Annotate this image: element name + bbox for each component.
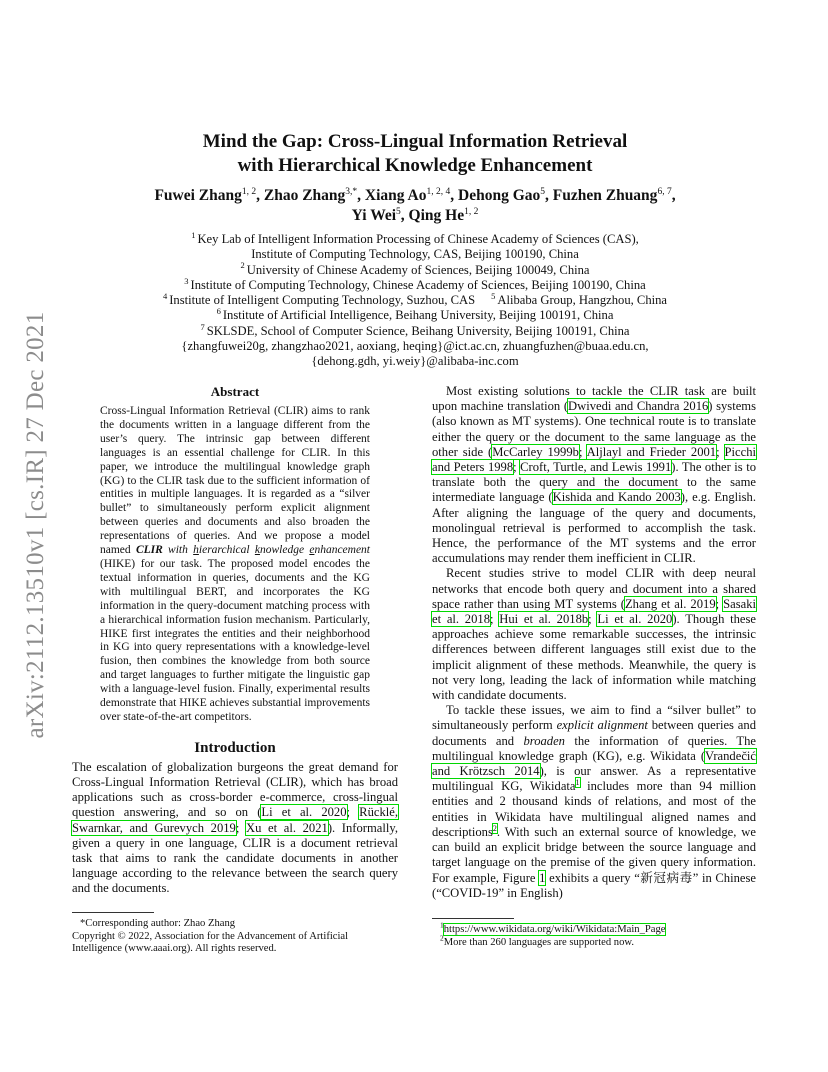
figure-ref-link[interactable]: 1 bbox=[539, 870, 546, 885]
affiliation-1 bbox=[100, 229, 730, 247]
introduction-heading: Introduction bbox=[194, 739, 276, 756]
author-separator: , bbox=[671, 187, 676, 204]
author-affiliation-mark: 5 bbox=[396, 206, 401, 217]
affiliation-2 bbox=[100, 260, 730, 278]
affiliation-number: 1 bbox=[191, 229, 196, 240]
affiliation-3 bbox=[100, 275, 730, 293]
citation-separator: ; bbox=[346, 805, 360, 820]
affiliation-number: 7 bbox=[200, 321, 205, 332]
model-name-letter: k bbox=[254, 544, 260, 557]
abstract-body bbox=[100, 405, 370, 725]
footnote-ref-link[interactable]: 2 bbox=[492, 823, 497, 833]
affiliation-list bbox=[100, 229, 730, 370]
left-footnotes bbox=[72, 908, 398, 956]
paragraph-text: ), e.g. English. After aligning the language of the query and documents, monolingual retrieval is performed to accomplish the task. Hence, the performance of the MT systems and the error accumulations may render them inefficient in CLIR. bbox=[432, 490, 756, 566]
author-name: Zhao Zhang bbox=[263, 187, 346, 204]
affiliation-text: Institute of Computing Technology, CAS, Beijing 100190, China bbox=[251, 247, 579, 262]
footnote-number: 1 bbox=[440, 920, 444, 930]
affiliation-number: 4 bbox=[162, 291, 168, 301]
author-separator: , bbox=[545, 187, 553, 204]
author-separator: , bbox=[256, 187, 264, 204]
citation-separator: ; bbox=[715, 596, 724, 611]
author-affiliation-mark: 1, 2 bbox=[241, 186, 257, 197]
affiliation-text: Institute of Computing Technology, Chinese Academy of Sciences, Beijing 100190, China bbox=[190, 277, 646, 292]
affiliation-4-5 bbox=[100, 293, 730, 308]
author-separator: , bbox=[357, 187, 365, 204]
email-line-1: {zhangfuwei20g, zhangzhao2021, aoxiang, heqing}@ict.ac.cn, zhuangfuzhen@buaa.edu.cn, bbox=[181, 339, 649, 354]
citation-link[interactable]: Li et al. 2020 bbox=[597, 612, 673, 627]
arxiv-id: arXiv:2112.13510v1 [cs.IR] 27 Dec 2021 bbox=[22, 311, 49, 739]
paragraph-text: ) systems (also known as MT systems). One technical route is to translate either the query or the document to the same language as the other side ( bbox=[432, 399, 756, 459]
author-name: Xiang Ao bbox=[364, 187, 427, 204]
paragraph-text: To tackle these issues, we aim to find a “silver bullet” to simultaneously perform bbox=[432, 703, 756, 733]
affiliation-number: 3 bbox=[184, 275, 189, 286]
affiliation-1-cont bbox=[100, 247, 730, 262]
body-paragraph bbox=[432, 703, 756, 901]
author-separator: , bbox=[450, 187, 459, 204]
emphasis-text: broaden bbox=[523, 733, 565, 748]
citation-link[interactable]: Aljlayl and Frieder 2001 bbox=[586, 444, 717, 459]
right-footnotes bbox=[432, 914, 756, 949]
model-name-part: ierarchical bbox=[198, 544, 255, 557]
email-line-2: {dehong.gdh, yi.weiy}@alibaba-inc.com bbox=[311, 354, 519, 369]
citation-link[interactable]: Vrandečić and Krötzsch 2014 bbox=[432, 748, 756, 779]
citation-separator: ; bbox=[588, 612, 598, 627]
introduction-paragraph bbox=[72, 760, 398, 897]
affiliation-text: Alibaba Group, Hangzhou, China bbox=[497, 293, 668, 308]
citation-link[interactable]: Picchi and Peters 1998 bbox=[432, 444, 757, 475]
paper-header bbox=[100, 130, 730, 370]
author-name: Fuwei Zhang bbox=[154, 187, 242, 204]
body-paragraph bbox=[432, 566, 756, 703]
paragraph-text: Recent studies strive to model CLIR with deep neural networks that encode both query and document into a shared space rather than using MT systems ( bbox=[432, 566, 756, 611]
affiliation-number: 6 bbox=[216, 306, 221, 317]
author-affiliation-mark: 1, 2 bbox=[464, 206, 479, 217]
footnote-ref-link[interactable]: 1 bbox=[575, 778, 580, 788]
model-name-letter: h bbox=[193, 544, 199, 557]
citation-link[interactable]: Kishida and Kando 2003 bbox=[552, 490, 681, 505]
affiliation-text: SKLSDE, School of Computer Science, Beihang University, Beijing 100191, China bbox=[206, 323, 630, 338]
citation-separator: ; bbox=[578, 444, 587, 459]
affiliation-number: 2 bbox=[240, 260, 245, 271]
corresponding-author-note: *Corresponding author: Zhao Zhang bbox=[80, 918, 236, 929]
paragraph-text: . With such an external source of knowledge, we can build an explicit bridge between the source language and target language on the premise of the given query information. For example, Figure bbox=[432, 824, 756, 885]
affiliation-text: Institute of Intelligent Computing Technology, Suzhou, CAS bbox=[169, 293, 476, 308]
paragraph-text: Most existing solutions to tackle the CLIR task are built upon machine translation ( bbox=[432, 384, 756, 414]
emphasis-text: explicit alignment bbox=[556, 718, 648, 733]
citation-separator: ; bbox=[716, 444, 725, 459]
footnote-rule bbox=[72, 912, 154, 913]
paragraph-text: ). Informally, given a query in one language, CLIR is a document retrieval task that aims to rank the candidate documents in another language according to the relevance between the search query and the documents. bbox=[72, 820, 398, 896]
citation-link[interactable]: McCarley 1999b bbox=[492, 444, 579, 459]
affiliation-number: 5 bbox=[491, 291, 496, 301]
citation-link[interactable]: Xu et al. 2021 bbox=[245, 820, 328, 835]
author-name: Dehong Gao bbox=[458, 187, 541, 204]
affiliation-text: Key Lab of Intelligent Information Processing of Chinese Academy of Sciences (CAS), bbox=[197, 232, 639, 246]
author-list bbox=[100, 186, 730, 226]
footnote-1 bbox=[432, 920, 756, 937]
citation-separator: ; bbox=[490, 612, 500, 627]
body-paragraph bbox=[432, 384, 756, 566]
abstract-text: (HIKE) for our task. The proposed model encodes the textual information in queries, documents and the KG with multilingual BERT, and incorporates the KG information in the query-document matching process with a hierarchical information fusion mechanism. Particularly, HIKE first integrates the entities and their neighborhood in KG into query representations with a knowledge-level fusion, then combines the knowledge from both source and target languages to further mitigate the linguistic gap with a language-level fusion. Finally, experimental results demonstrate that HIKE achieves substantial improvements over state-of-the-art competitors. bbox=[100, 557, 370, 723]
citation-link[interactable]: Li et al. 2020 bbox=[261, 805, 347, 820]
footnote-text: More than 260 languages are supported now. bbox=[443, 936, 634, 948]
affiliation-7 bbox=[100, 321, 730, 339]
model-name-part: nhancement bbox=[314, 544, 371, 557]
paragraph-text: ), is our answer. As a representative multilingual KG, Wikidata bbox=[432, 764, 756, 794]
model-name-part: CLIR bbox=[135, 544, 163, 557]
footnote-url-link[interactable]: https://www.wikidata.org/wiki/Wikidata:Main_Page bbox=[443, 924, 666, 935]
left-column bbox=[72, 384, 398, 955]
citation-link[interactable]: Hui et al. 2018b bbox=[499, 612, 589, 627]
abstract-heading: Abstract bbox=[210, 384, 260, 399]
paragraph-text: the information of queries. The multilingual knowledge graph (KG), e.g. Wikidata ( bbox=[432, 733, 756, 763]
author-name: Fuzhen Zhuang bbox=[552, 187, 658, 204]
citation-link[interactable]: Croft, Turtle, and Lewis 1991 bbox=[520, 460, 672, 475]
author-affiliation-mark: 5 bbox=[540, 186, 546, 197]
affiliation-text: University of Chinese Academy of Sciences, Beijing 100049, China bbox=[246, 262, 590, 277]
paper-title-line-2: with Hierarchical Knowledge Enhancement bbox=[237, 155, 593, 176]
paragraph-text: exhibits a query “新冠病毒” in Chinese (“COVID-19” in English) bbox=[432, 870, 756, 900]
paragraph-text: ). Though these approaches achieve some remarkable successes, the intrinsic differences between different languages still exist due to the implicit alignment of these methods. Meanwhile, the query is not very long, leading the lack of information while matching with candidate documents. bbox=[432, 612, 757, 703]
paragraph-text: The escalation of globalization burgeons the great demand for Cross-Lingual Information Retrieval (CLIR), which has broad applications such as cross-border e-commerce, cross-lingual question answering, and so on ( bbox=[72, 759, 398, 820]
model-name-part: nowledge bbox=[259, 544, 305, 557]
author-affiliation-mark: 1, 2, 4 bbox=[426, 186, 451, 197]
citation-link[interactable]: Dwivedi and Chandra 2016 bbox=[568, 399, 709, 414]
citation-separator: ; bbox=[513, 460, 521, 475]
footnote-2 bbox=[432, 933, 756, 950]
paragraph-text: between queries and documents and bbox=[432, 718, 756, 748]
model-name-letter: e bbox=[309, 544, 315, 557]
author-name: Yi Wei bbox=[351, 207, 397, 224]
abstract-text: Cross-Lingual Information Retrieval (CLIR) aims to rank the documents written in a language different from the user’s query. The intrinsic gap between different languages is an essential challenge for CLIR. In this paper, we introduce the multilingual knowledge graph (KG) to the CLIR task due to the sufficient information of entities in multiple languages. It is regarded as a “silver bullet” to simultaneously perform explicit alignment between queries and documents and also broaden the representations of queries. And we propose a model named bbox=[100, 405, 370, 557]
paragraph-text: includes more than 94 million entities and 2 thousand kinds of relations, and most of the entities in Wikidata have multilingual aligned names and descriptions bbox=[432, 779, 756, 839]
affiliation-text: Institute of Artificial Intelligence, Beihang University, Beijing 100191, China bbox=[222, 308, 614, 323]
model-name-part: with bbox=[162, 544, 194, 557]
right-column bbox=[432, 384, 757, 948]
citation-link[interactable]: Sasaki et al. 2018 bbox=[432, 596, 757, 627]
author-affiliation-mark: 6, 7 bbox=[657, 186, 672, 197]
citation-link[interactable]: Zhang et al. 2019 bbox=[624, 596, 716, 611]
citation-separator: ; bbox=[235, 820, 246, 835]
paragraph-text: ). The other is to translate both the query and the document to the same intermediate language ( bbox=[432, 460, 756, 505]
affiliation-6 bbox=[100, 308, 730, 323]
author-name: Qing He bbox=[408, 207, 465, 224]
footnote-rule bbox=[432, 918, 514, 919]
paper-title-line-1: Mind the Gap: Cross-Lingual Information Retrieval bbox=[202, 131, 628, 152]
author-separator: , bbox=[400, 207, 409, 224]
copyright-notice: Copyright © 2022, Association for the Advancement of Artificial Intelligence (www.aaai.org). All rights reserved. bbox=[72, 930, 349, 955]
author-affiliation-mark: 3,* bbox=[345, 186, 358, 197]
footnote-number: 2 bbox=[440, 933, 444, 943]
arxiv-identifier-sidebar bbox=[18, 290, 54, 760]
citation-link[interactable]: Rücklé, Swarnkar, and Gurevych 2019 bbox=[72, 805, 398, 835]
